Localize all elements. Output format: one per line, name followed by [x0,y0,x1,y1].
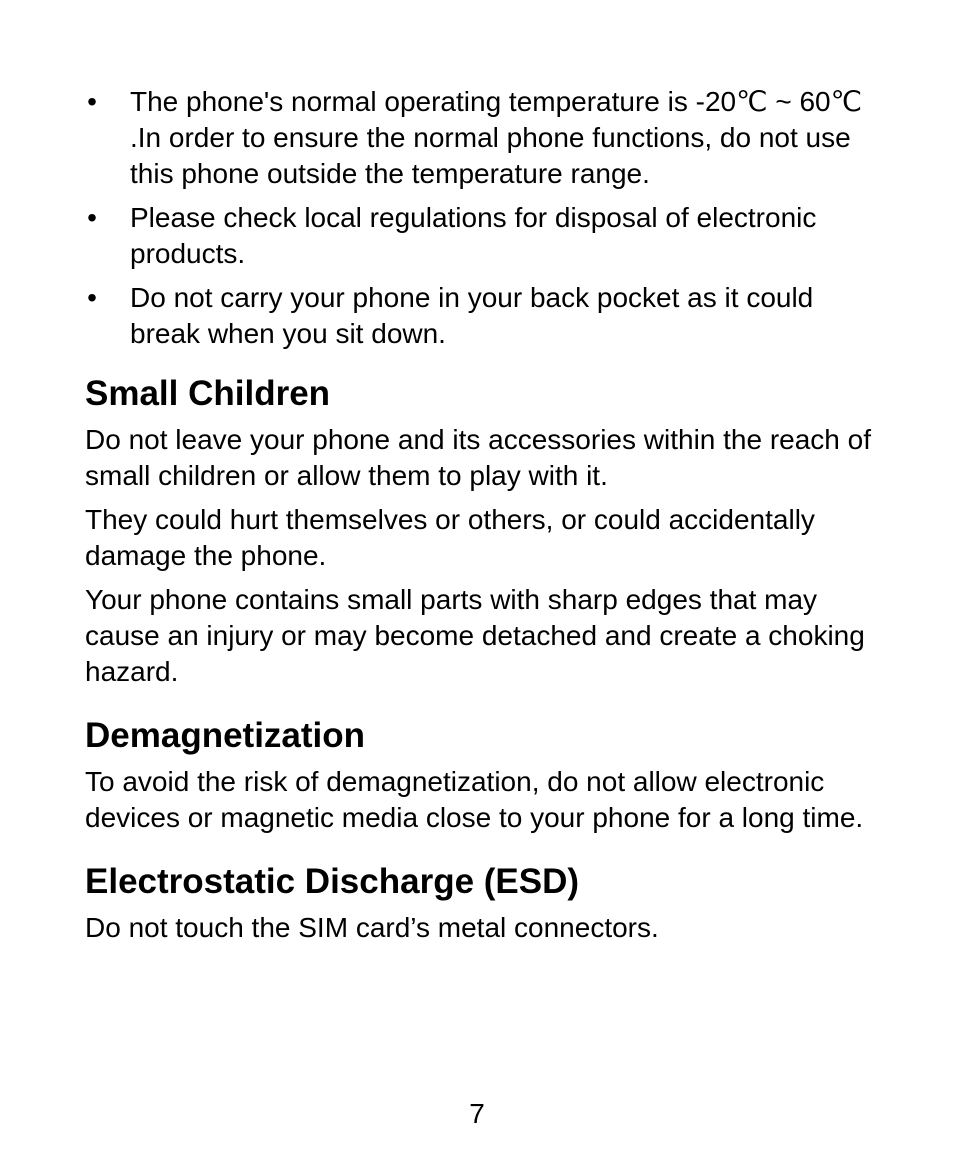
paragraph: Do not touch the SIM card’s metal connectors. [85,912,659,943]
bullet-icon: • [87,86,97,117]
document-page [85,84,885,954]
page-number: 7 [469,1098,485,1129]
section-small-children [85,374,885,690]
paragraph: To avoid the risk of demagnetization, do not allow electronic devices or magnetic media close to your phone for a long time. [85,766,864,833]
section-heading: Small Children [85,374,331,413]
bullet-icon: • [87,282,97,313]
section-esd [85,862,885,946]
bullet-text: Do not carry your phone in your back pocket as it could break when you sit down. [130,282,814,349]
paragraph: They could hurt themselves or others, or could accidentally damage the phone. [85,504,815,571]
bullet-text: The phone's normal operating temperature is -20℃ ~ 60℃ .In order to ensure the normal phone functions, do not use this phone outside the temperature range. [130,86,863,189]
list-item [85,280,885,352]
bullet-text: Please check local regulations for disposal of electronic products. [130,202,817,269]
paragraph: Do not leave your phone and its accessories within the reach of small children or allow them to play with it. [85,424,872,491]
bullet-list [85,84,885,352]
list-item [85,84,885,192]
section-demagnetization [85,716,885,836]
list-item [85,200,885,272]
bullet-icon: • [87,202,97,233]
section-heading: Electrostatic Discharge (ESD) [85,862,580,901]
section-heading: Demagnetization [85,716,366,755]
paragraph: Your phone contains small parts with sharp edges that may cause an injury or may become detached and create a choking hazard. [85,584,865,687]
